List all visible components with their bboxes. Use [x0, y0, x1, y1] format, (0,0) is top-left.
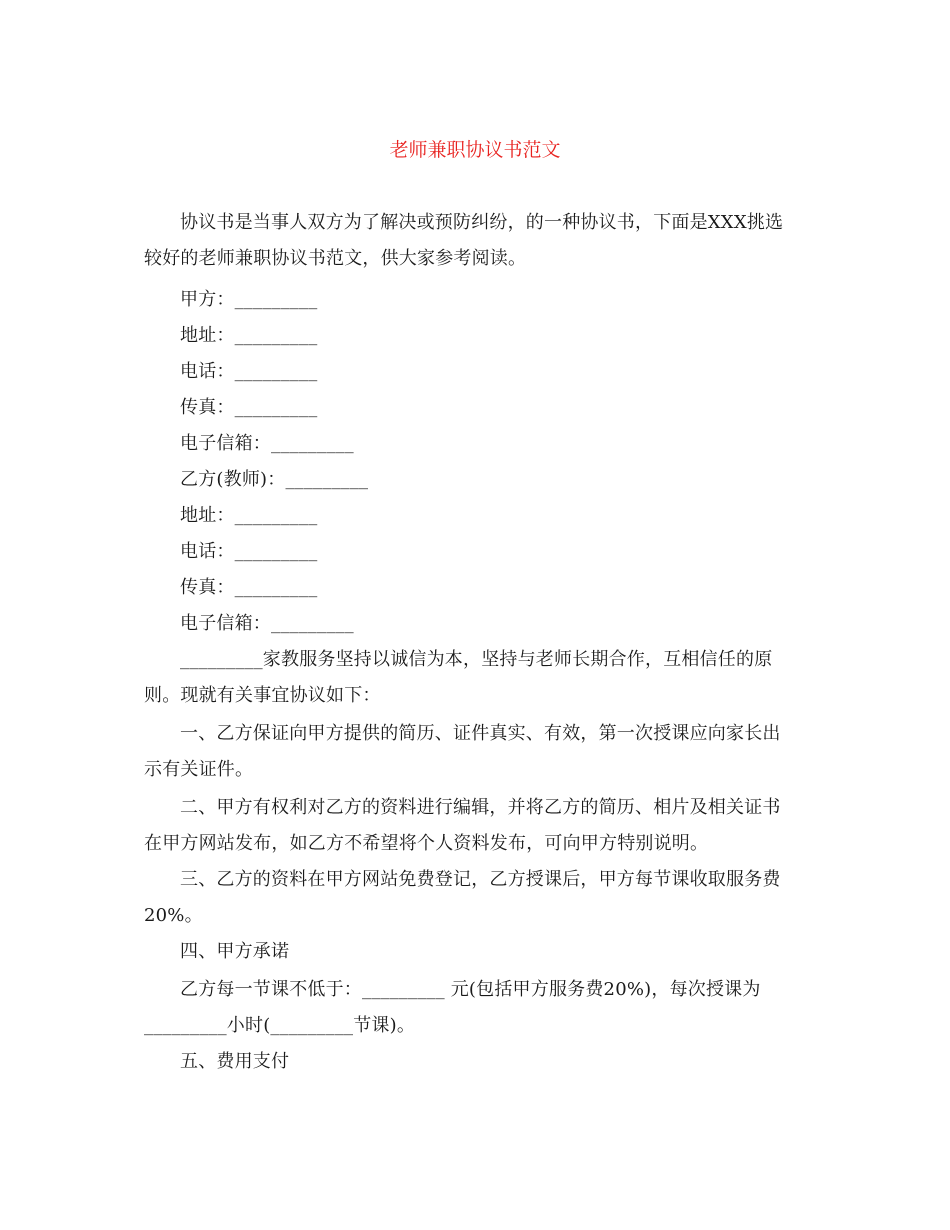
- party-a-name: 甲方：_________: [180, 289, 318, 310]
- preamble-line-2: 则。现就有关事宜协议如下：: [144, 685, 381, 706]
- party-a-phone: 电话：_________: [180, 361, 318, 382]
- clause-3-line-2: 20%。: [144, 905, 203, 926]
- preamble-line-1: _________家教服务坚持以诚信为本，坚持与老师长期合作，互相信任的原: [180, 649, 773, 670]
- intro-line-2: 较好的老师兼职协议书范文，供大家参考阅读。: [144, 248, 527, 269]
- clause-3-line-1: 三、乙方的资料在甲方网站免费登记，乙方授课后，甲方每节课收取服务费: [180, 869, 781, 890]
- party-b-fax: 传真：_________: [180, 577, 318, 598]
- clause-2-line-2: 在甲方网站发布，如乙方不希望将个人资料发布，可向甲方特别说明。: [144, 833, 709, 854]
- clause-2-line-1: 二、甲方有权利对乙方的资料进行编辑，并将乙方的简历、相片及相关证书: [180, 797, 781, 818]
- party-a-address: 地址：_________: [180, 325, 318, 346]
- clause-5-heading: 五、费用支付: [180, 1051, 290, 1072]
- clause-1-line-2: 示有关证件。: [144, 759, 254, 780]
- clause-1-line-1: 一、乙方保证向甲方提供的简历、证件真实、有效，第一次授课应向家长出: [180, 723, 781, 744]
- clause-4-line-2: _________小时(_________节课)。: [144, 1015, 416, 1036]
- page-title: 老师兼职协议书范文: [389, 139, 561, 161]
- intro-line-1: 协议书是当事人双方为了解决或预防纠纷，的一种协议书，下面是XXX挑选: [180, 212, 784, 233]
- party-b-address: 地址：_________: [180, 505, 318, 526]
- clause-4-line-1: 乙方每一节课不低于：_________ 元(包括甲方服务费20%)，每次授课为: [180, 979, 761, 1000]
- party-a-fax: 传真：_________: [180, 397, 318, 418]
- party-a-email: 电子信箱：_________: [180, 433, 354, 454]
- clause-4-heading: 四、甲方承诺: [180, 941, 290, 962]
- party-b-phone: 电话：_________: [180, 541, 318, 562]
- party-b-name: 乙方(教师)：_________: [180, 469, 369, 490]
- party-b-email: 电子信箱：_________: [180, 613, 354, 634]
